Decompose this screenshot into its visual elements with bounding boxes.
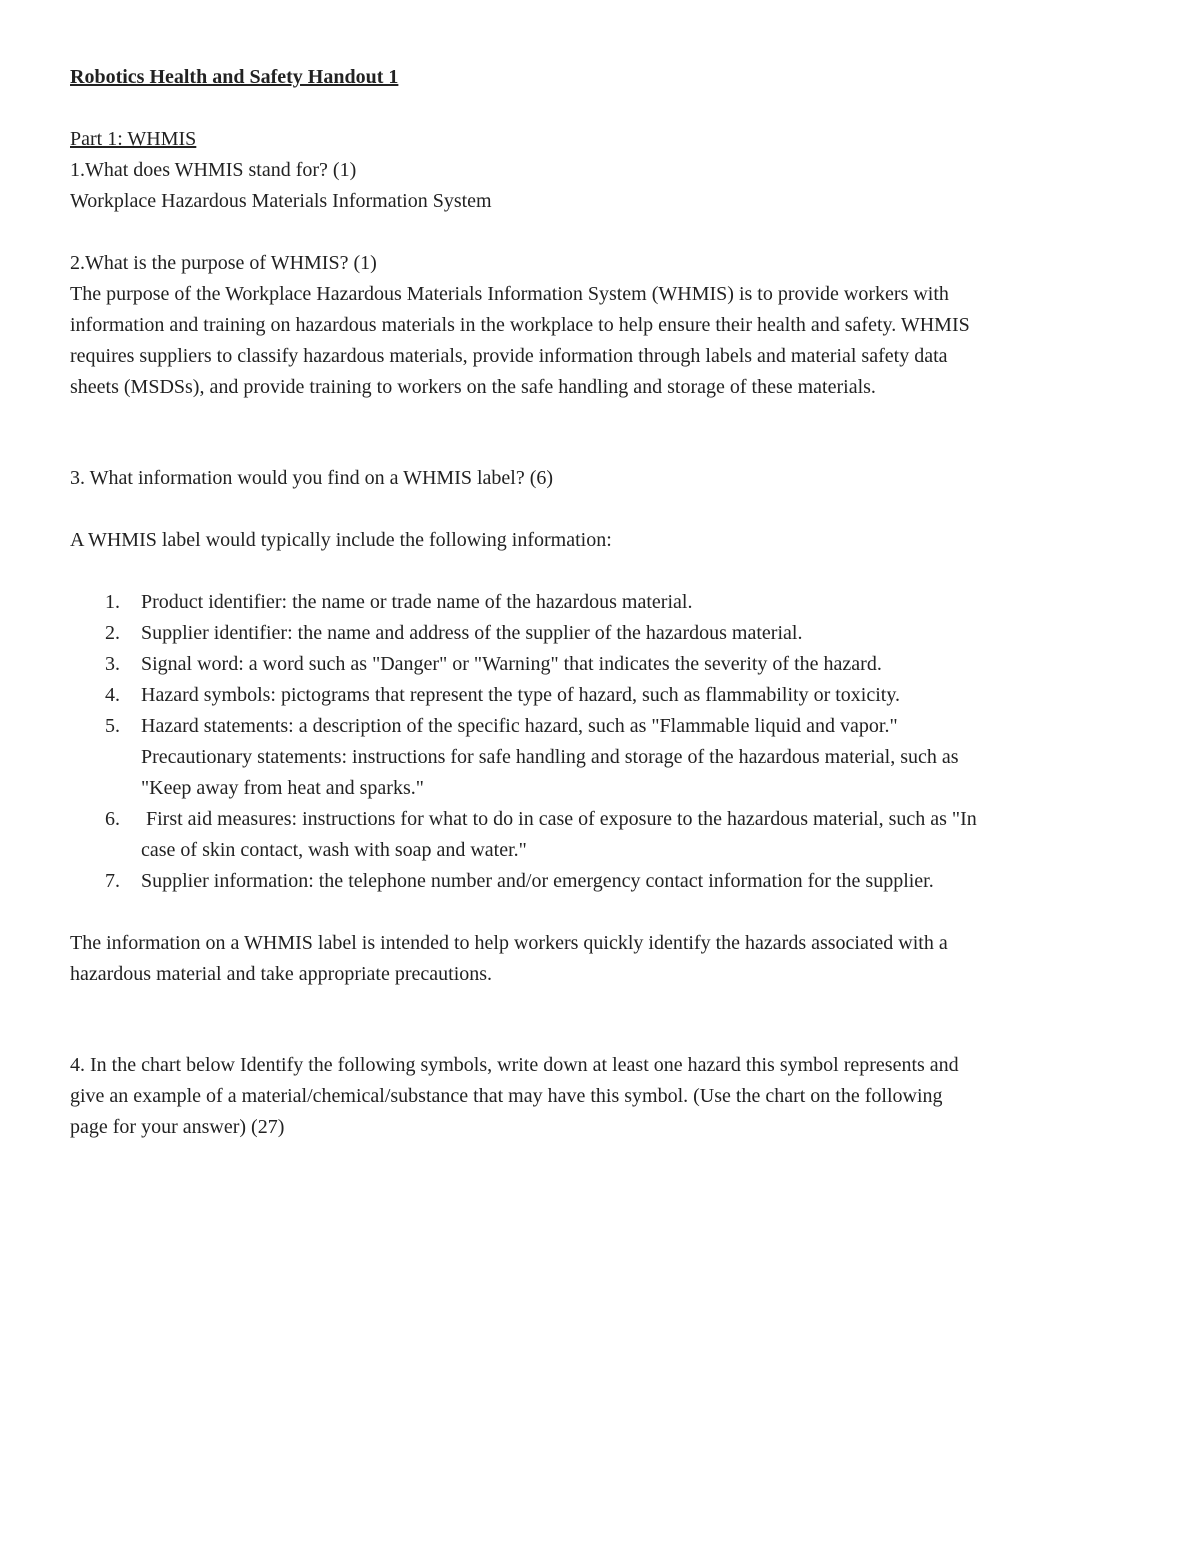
list-item-text: Signal word: a word such as "Danger" or "Warning" that indicates the severity of the hazard. (141, 653, 882, 675)
list-item (70, 680, 1140, 711)
list-item-text: First aid measures: instructions for what to do in case of exposure to the hazardous material, such as "In (141, 808, 977, 830)
list-item-text: case of skin contact, wash with soap and water." (141, 839, 527, 861)
spacer (70, 897, 1140, 928)
list-item (70, 866, 1140, 897)
spacer (70, 990, 1140, 1050)
list-item (70, 649, 1140, 680)
list-item-number: 3. (105, 653, 120, 675)
answer-2-line: The purpose of the Workplace Hazardous Materials Information System (WHMIS) is to provide workers with (70, 283, 949, 305)
list-item-number: 2. (105, 622, 120, 644)
answer-1: Workplace Hazardous Materials Information System (70, 190, 492, 212)
list-item-number: 5. (105, 715, 120, 737)
section-heading: Part 1: WHMIS (70, 128, 197, 150)
question-4-line: page for your answer) (27) (70, 1116, 285, 1138)
answer-3-closing (70, 928, 1140, 990)
question-4-line: 4. In the chart below Identify the following symbols, write down at least one hazard this symbol represents and (70, 1054, 959, 1076)
list-item-number: 6. (105, 808, 120, 830)
list-item-text: Supplier information: the telephone number and/or emergency contact information for the supplier. (141, 870, 934, 892)
answer-2-line: sheets (MSDSs), and provide training to workers on the safe handling and storage of these materials. (70, 376, 876, 398)
list-item (70, 618, 1140, 649)
list-item-number: 4. (105, 684, 120, 706)
list-item (70, 804, 1140, 866)
closing-line: hazardous material and take appropriate precautions. (70, 963, 493, 985)
question-4-line: give an example of a material/chemical/substance that may have this symbol. (Use the chart on the following (70, 1085, 943, 1107)
list-item-text: Hazard symbols: pictograms that represent the type of hazard, such as flammability or toxicity. (141, 684, 901, 706)
list-item-text: "Keep away from heat and sparks." (141, 777, 424, 799)
label-info-list (70, 587, 1140, 897)
list-item (70, 711, 1140, 804)
spacer (70, 403, 1140, 463)
list-item-text: Supplier identifier: the name and address of the supplier of the hazardous material. (141, 622, 803, 644)
document-page (70, 62, 1140, 1143)
answer-3-intro: A WHMIS label would typically include the following information: (70, 529, 612, 551)
list-item-number: 1. (105, 591, 120, 613)
list-item-text: Product identifier: the name or trade name of the hazardous material. (141, 591, 693, 613)
list-item-text: Precautionary statements: instructions for safe handling and storage of the hazardous material, such as (141, 746, 959, 768)
closing-line: The information on a WHMIS label is intended to help workers quickly identify the hazards associated with a (70, 932, 948, 954)
list-item-text: Hazard statements: a description of the specific hazard, such as "Flammable liquid and vapor." (141, 715, 898, 737)
question-2: 2.What is the purpose of WHMIS? (1) (70, 252, 377, 274)
spacer (70, 217, 1140, 248)
list-item (70, 587, 1140, 618)
spacer (70, 556, 1140, 587)
question-4 (70, 1050, 1140, 1143)
question-3: 3. What information would you find on a WHMIS label? (6) (70, 467, 554, 489)
answer-2-line: information and training on hazardous materials in the workplace to help ensure their health and safety. WHMIS (70, 314, 970, 336)
question-1: 1.What does WHMIS stand for? (1) (70, 159, 357, 181)
answer-2 (70, 279, 1140, 403)
answer-2-line: requires suppliers to classify hazardous materials, provide information through labels and material safety data (70, 345, 948, 367)
document-title: Robotics Health and Safety Handout 1 (70, 66, 399, 88)
list-item-number: 7. (105, 870, 120, 892)
spacer (70, 494, 1140, 525)
spacer (70, 93, 1140, 124)
